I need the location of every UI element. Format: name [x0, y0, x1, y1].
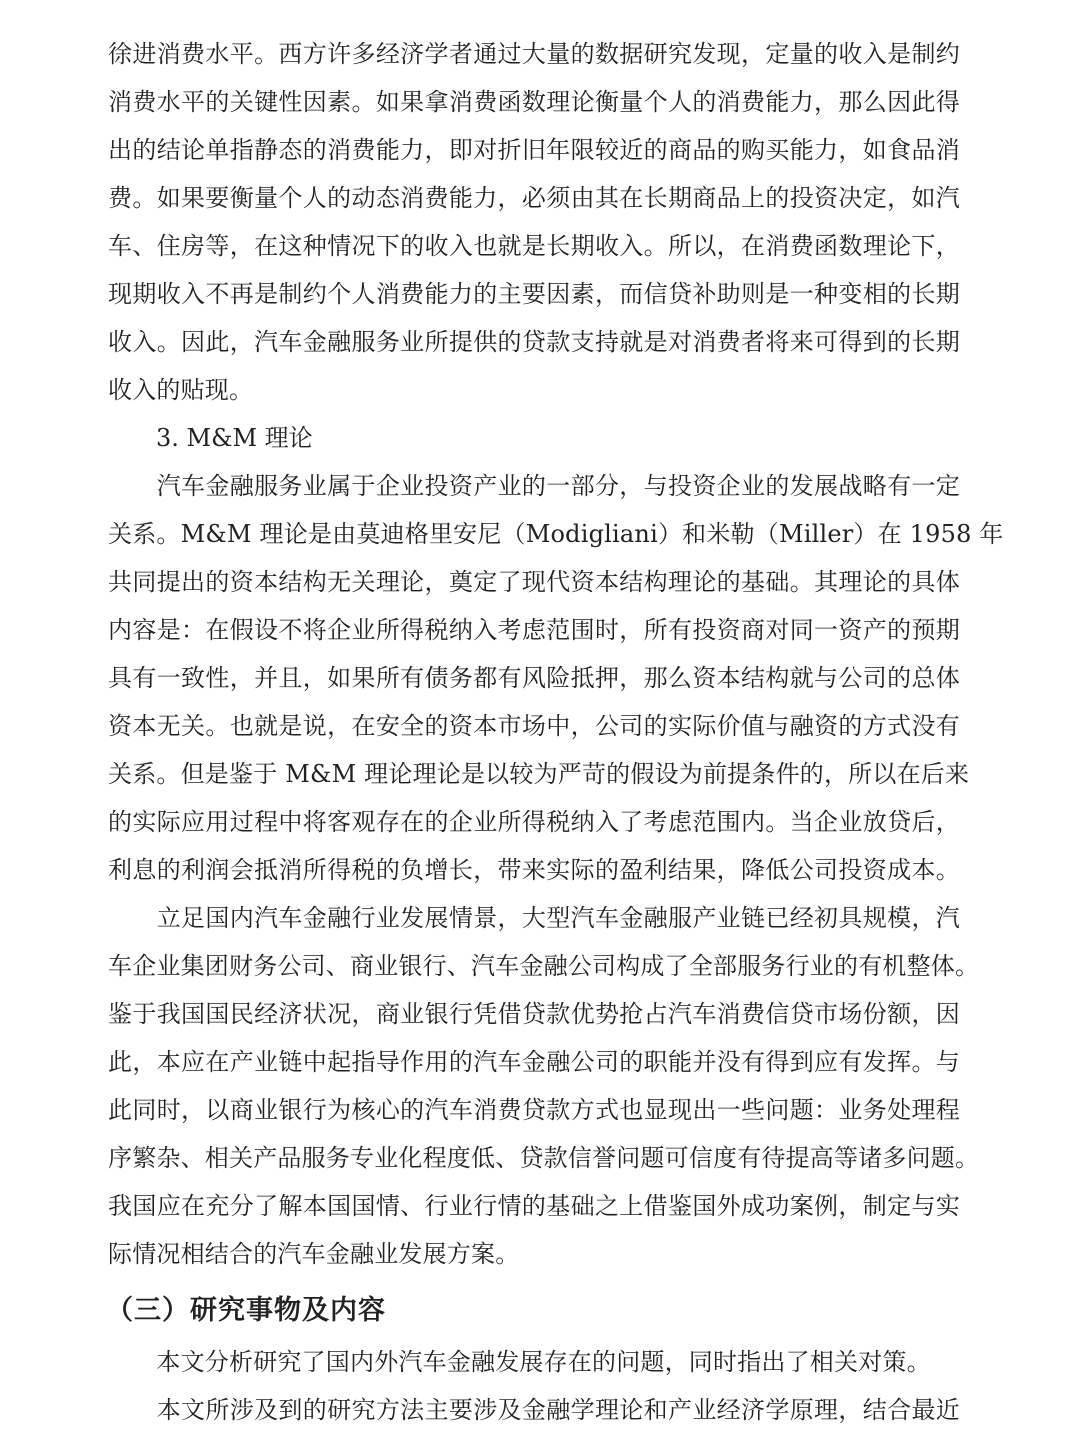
text-line: 立足国内汽车金融行业发展情景，大型汽车金融服产业链已经初具规模，汽 [108, 904, 960, 932]
text-line: 汽车金融服务业属于企业投资产业的一部分，与投资企业的发展战略有一定 [108, 472, 960, 500]
text-line: 此，本应在产业链中起指导作用的汽车金融公司的职能并没有得到应有发挥。与 [108, 1048, 960, 1076]
text-line: 的实际应用过程中将客观存在的企业所得税纳入了考虑范围内。当企业放贷后， [108, 808, 960, 836]
text-line: 序繁杂、相关产品服务专业化程度低、贷款信誉问题可信度有待提高等诸多问题。 [108, 1144, 980, 1172]
paragraph-mm-theory [108, 462, 1004, 894]
text-line: 际情况相结合的汽车金融业发展方案。 [108, 1240, 520, 1268]
text-line: 车、住房等，在这种情况下的收入也就是长期收入。所以，在消费函数理论下， [108, 232, 960, 260]
text-line: 资本无关。也就是说，在安全的资本市场中，公司的实际价值与融资的方式没有 [108, 712, 960, 740]
text-line: 本文分析研究了国内外汽车金融发展存在的问题，同时指出了相关对策。 [108, 1348, 931, 1376]
subheading-mm-theory: 3. M&M 理论 [156, 424, 313, 452]
text-line: 关系。M&M 理论是由莫迪格里安尼（Modigliani）和米勒（Miller）在 1958 年 [108, 520, 1004, 548]
text-line: 本文所涉及到的研究方法主要涉及金融学理论和产业经济学原理，结合最近 [108, 1396, 960, 1424]
text-line: 徐进消费水平。西方许多经济学者通过大量的数据研究发现，定量的收入是制约 [108, 40, 960, 68]
text-line: 利息的利润会抵消所得税的负增长，带来实际的盈利结果，降低公司投资成本。 [108, 856, 960, 884]
text-line: 鉴于我国国民经济状况，商业银行凭借贷款优势抢占汽车消费信贷市场份额，因 [108, 1000, 960, 1028]
text-line: 现期收入不再是制约个人消费能力的主要因素，而信贷补助则是一种变相的长期 [108, 280, 960, 308]
text-line: 费。如果要衡量个人的动态消费能力，必须由其在长期商品上的投资决定，如汽 [108, 184, 960, 212]
text-line: 出的结论单指静态的消费能力，即对折旧年限较近的商品的购买能力，如食品消 [108, 136, 960, 164]
paragraph-research-summary [108, 1338, 960, 1386]
text-line: 收入。因此，汽车金融服务业所提供的贷款支持就是对消费者将来可得到的长期 [108, 328, 960, 356]
paragraph-consumption-theory [108, 30, 960, 414]
text-line: 我国应在充分了解本国国情、行业行情的基础之上借鉴国外成功案例，制定与实 [108, 1192, 960, 1220]
paragraph-research-methods [108, 1386, 960, 1434]
document-page [106, 30, 1004, 1434]
text-line: 共同提出的资本结构无关理论，奠定了现代资本结构理论的基础。其理论的具体 [108, 568, 960, 596]
text-line: 关系。但是鉴于 M&M 理论理论是以较为严苛的假设为前提条件的，所以在后来 [108, 760, 970, 788]
text-line: 此同时，以商业银行为核心的汽车消费贷款方式也显现出一些问题：业务处理程 [108, 1096, 960, 1124]
text-line: 内容是：在假设不将企业所得税纳入考虑范围时，所有投资商对同一资产的预期 [108, 616, 960, 644]
paragraph-domestic-industry [108, 894, 980, 1278]
text-line: 车企业集团财务公司、商业银行、汽车金融公司构成了全部服务行业的有机整体。 [108, 952, 980, 980]
section-title: （三）研究事物及内容 [106, 1295, 386, 1326]
text-line: 收入的贴现。 [108, 376, 254, 404]
text-line: 消费水平的关键性因素。如果拿消费函数理论衡量个人的消费能力，那么因此得 [108, 88, 960, 116]
text-line: 具有一致性，并且，如果所有债务都有风险抵押，那么资本结构就与公司的总体 [108, 664, 960, 692]
